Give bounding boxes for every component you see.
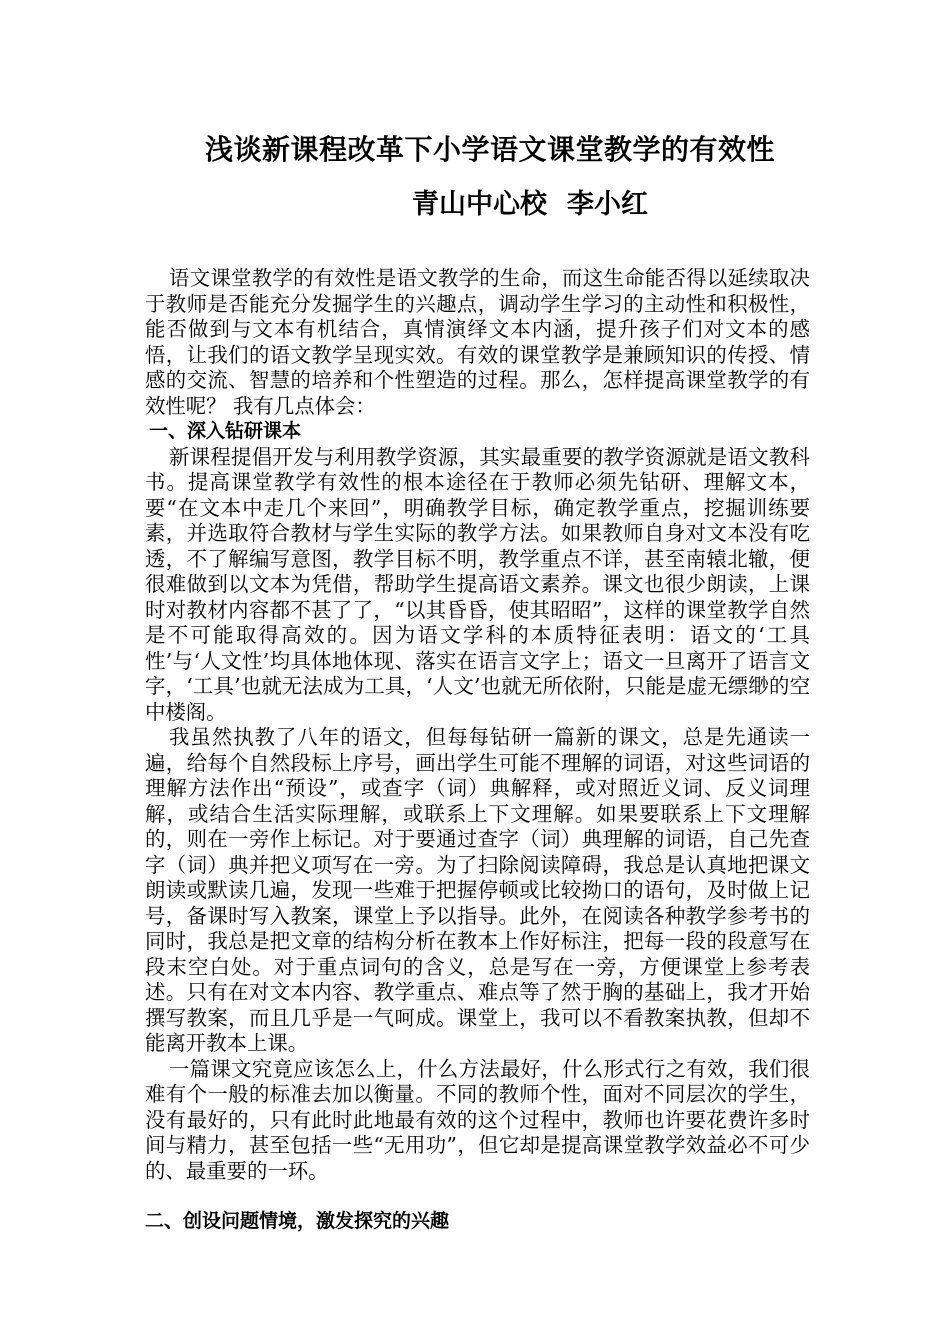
- document-title: 浅谈新课程改革下小学语文课堂教学的有效性: [204, 133, 775, 166]
- section-heading-2: 二、创设问题情境，激发探究的兴趣: [145, 1210, 450, 1232]
- section1-paragraph-2: 我虽然执教了八年的语文，但每每钻研一篇新的课文，总是先通读一遍，给每个自然段标上序号，画出学生可能不理解的词语，对这些词语的理解方法作出“预设”，或查字（词）典解释，或对照近义词、反义词理解，或结合生活实际理解，或联系上下文理解。如果要联系上下文理解的，则在一旁作上标记。对于要通过查字（词）典理解的词语，自己先查字（词）典并把义项写在一旁。为了扫除阅读障碍，我总是认真地把课文朗读或默读几遍，发现一些难于把握停顿或比较拗口的语句，及时做上记号，备课时写入教案，课堂上予以指导。此外，在阅读各种教学参考书的同时，我总是把文章的结构分析在教本上作好标注，把每一段的段意写在段末空白处。对于重点词句的含义，总是写在一旁，方便课堂上参考表述。只有在对文本内容、教学重点、难点等了然于胸的基础上，我才开始撰写教案，而且几乎是一气呵成。课堂上，我可以不看教案执教，但却不能离开教本上课。: [145, 725, 810, 1055]
- author-byline: [0, 182, 950, 221]
- school-name: 青山中心校: [412, 189, 547, 220]
- section1-paragraph-1: 新课程提倡开发与利用教学资源，其实最重要的教学资源就是语文教科书。提高课堂教学有效性的根本途径在于教师必须先钻研、理解文本，要“在文本中走几个来回”，明确教学目标，确定教学重点，挖掘训练要素，并选取符合教材与学生实际的教学方法。如果教师自身对文本没有吃透，不了解编写意图，教学目标不明，教学重点不详，甚至南辕北辙，便很难做到以文本为凭借，帮助学生提高语文素养。课文也很少朗读，上课时对教材内容都不甚了了，“以其昏昏，使其昭昭”，这样的课堂教学自然是不可能取得高效的。因为语文学科的本质特征表明：语文的‘工具性’与‘人文性’均具体地体现、落实在语言文字上；语文一旦离开了语言文字，‘工具’也就无法成为工具，‘人文’也就无所依附，只能是虚无缥缈的空中楼阁。: [145, 444, 810, 724]
- document-body: [145, 266, 810, 1235]
- section-heading-1: 一、深入钻研课本: [149, 420, 302, 442]
- section1-paragraph-3: 一篇课文究竟应该怎么上，什么方法最好，什么形式行之有效，我们很难有个一般的标准去加以衡量。不同的教师个性，面对不同层次的学生，没有最好的，只有此时此地最有效的这个过程中，教师也许要花费许多时间与精力，甚至包括一些“无用功”，但它却是提高课堂教学效益必不可少的、最重要的一环。: [145, 1056, 810, 1183]
- intro-paragraph: 语文课堂教学的有效性是语文教学的生命，而这生命能否得以延续取决于教师是否能充分发掘学生的兴趣点，调动学生学习的主动性和积极性，能否做到与文本有机结合，真情演绎文本内涵，提升孩子们对文本的感悟，让我们的语文教学呈现实效。有效的课堂教学是兼顾知识的传授、情感的交流、智慧的培养和个性塑造的过程。那么，怎样提高课堂教学的有效性呢？ 我有几点体会：: [145, 266, 810, 418]
- author-name: 李小红: [567, 189, 648, 220]
